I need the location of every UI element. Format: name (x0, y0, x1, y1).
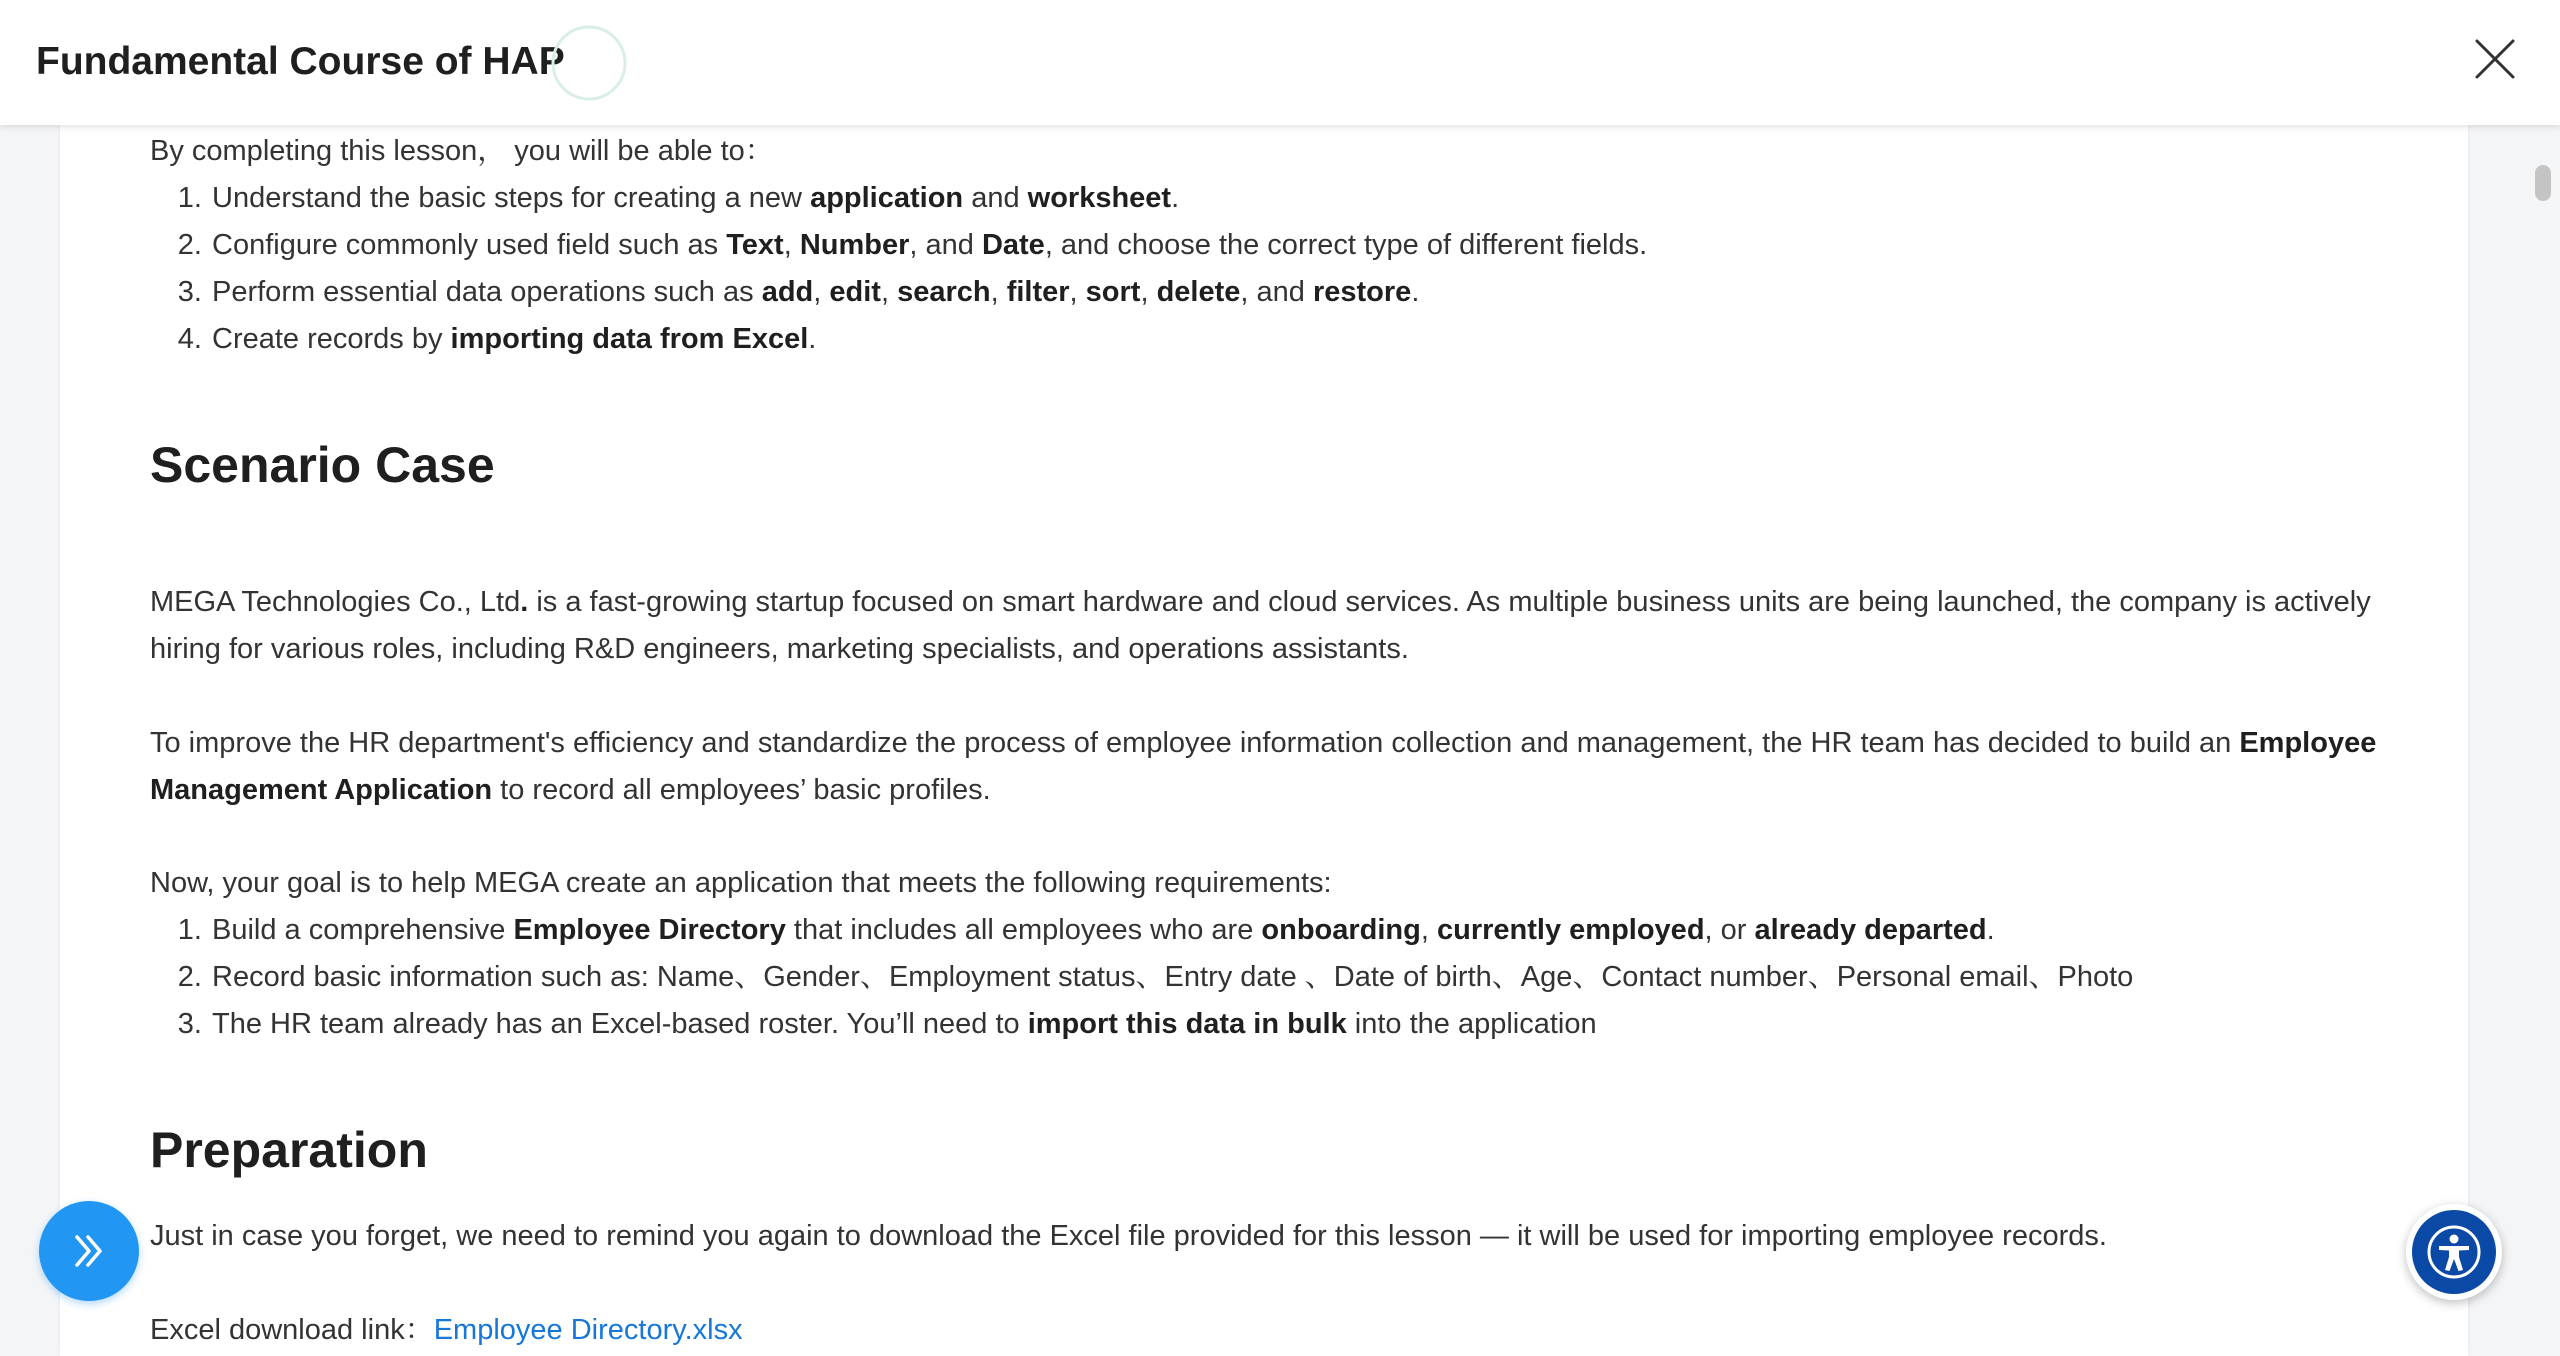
course-title: Fundamental Course of HAP (36, 40, 565, 83)
header-bar (0, 0, 2560, 125)
excel-download-link[interactable]: Employee Directory.xlsx (433, 1314, 743, 1346)
download-label: Excel download link： (150, 1314, 434, 1346)
goals-list (150, 175, 2410, 363)
requirements-lead: Now, your goal is to help MEGA create an application that meets the following requirements: (150, 867, 1332, 899)
accessibility-button-inner (2412, 1210, 2496, 1294)
requirement-item: 3. The HR team already has an Excel-based roster. You’ll need to import this data in bulk into the application (210, 1001, 2410, 1048)
scenario-paragraph-hr: To improve the HR department's efficiency and standardize the process of employee information collection and management, the HR team has decided to build an Employee Management Application to record all employees’ basic profiles. (150, 727, 2377, 806)
goal-item: 2. Configure commonly used field such as Text, Number, and Date, and choose the correct type of different fields. (210, 222, 2410, 269)
goal-item: 3. Perform essential data operations such as add, edit, search, filter, sort, delete, and restore. (210, 269, 2410, 316)
learning-goals (150, 128, 2410, 363)
accessibility-button[interactable] (2406, 1204, 2502, 1300)
scrollbar-track[interactable] (2531, 125, 2555, 1356)
progress-ring-icon (550, 24, 628, 102)
double-chevron-right-icon (69, 1231, 109, 1271)
lesson-content-card (60, 125, 2468, 1356)
requirement-item: 2. Record basic information such as: Name、Gender、Employment status、Entry date 、Date of birth、Age、Contact number、Personal email、Photo (210, 954, 2410, 1001)
goals-lead: By completing this lesson， you will be able to： (150, 135, 774, 167)
requirements-list (150, 907, 2410, 1048)
excel-download-row (150, 1307, 2410, 1354)
goal-item: 1. Understand the basic steps for creating a new application and worksheet. (210, 175, 2410, 222)
goal-item: 4. Create records by importing data from Excel. (210, 316, 2410, 363)
accessibility-icon (2426, 1224, 2482, 1280)
scenario-heading: Scenario Case (150, 437, 495, 493)
preparation-reminder: Just in case you forget, we need to remind you again to download the Excel file provided for this lesson — it will be used for importing employee records. (150, 1220, 2107, 1252)
close-icon[interactable] (2474, 38, 2516, 80)
scrollbar-thumb[interactable] (2535, 165, 2551, 201)
preparation-heading: Preparation (150, 1122, 428, 1178)
requirement-item: 1. Build a comprehensive Employee Directory that includes all employees who are onboarding, currently employed, or already departed. (210, 907, 2410, 954)
expand-sidebar-button[interactable] (39, 1201, 139, 1301)
scenario-paragraph-company: MEGA Technologies Co., Ltd. is a fast-growing startup focused on smart hardware and cloud services. As multiple business units are being launched, the company is actively hiring for various roles, including R&D engineers, marketing specialists, and operations assistants. (150, 586, 2371, 665)
requirements (150, 860, 2410, 1048)
